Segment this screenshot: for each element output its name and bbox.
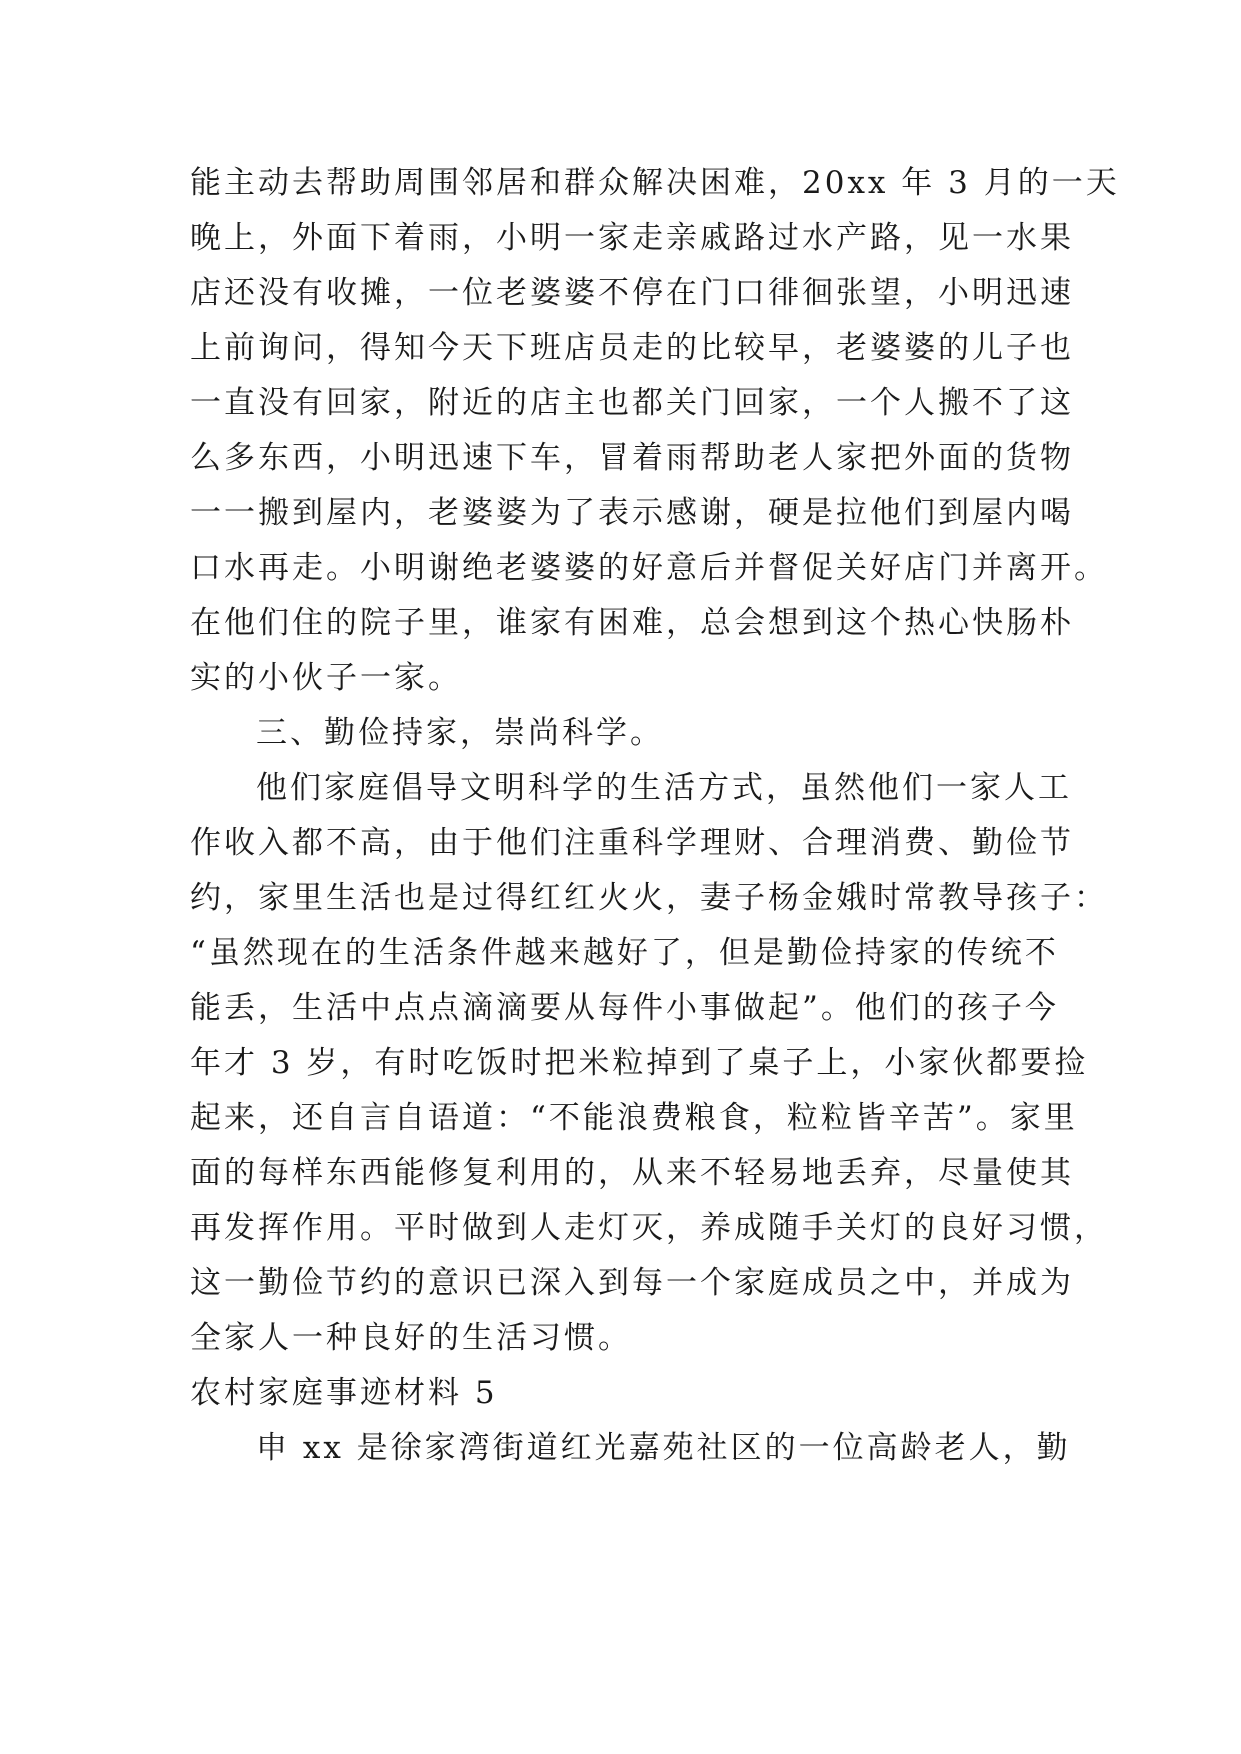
paragraph-line: 上前询问，得知今天下班店员走的比较早，老婆婆的儿子也 — [190, 330, 1074, 366]
paragraph-line: 起来，还自言自语道：“不能浪费粮食，粒粒皆辛苦”。家里 — [190, 1100, 1078, 1136]
paragraph-line: 申 xx 是徐家湾街道红光嘉苑社区的一位高龄老人，勤 — [256, 1430, 1071, 1466]
paragraph-line: 一一搬到屋内，老婆婆为了表示感谢，硬是拉他们到屋内喝 — [190, 495, 1074, 531]
paragraph-line: 么多东西，小明迅速下车，冒着雨帮助老人家把外面的货物 — [190, 440, 1074, 476]
paragraph-line: 在他们住的院子里，谁家有困难，总会想到这个热心快肠朴 — [190, 605, 1074, 641]
paragraph-line: 晚上，外面下着雨，小明一家走亲戚路过水产路，见一水果 — [190, 220, 1074, 256]
section-heading: 三、勤俭持家，崇尚科学。 — [256, 715, 664, 751]
paragraph-line: 全家人一种良好的生活习惯。 — [190, 1320, 632, 1356]
paragraph-line: 这一勤俭节约的意识已深入到每一个家庭成员之中，并成为 — [190, 1265, 1074, 1301]
paragraph-line: 能主动去帮助周围邻居和群众解决困难，20xx 年 3 月的一天 — [190, 165, 1120, 201]
article-title: 农村家庭事迹材料 5 — [190, 1375, 498, 1411]
paragraph-line: 作收入都不高，由于他们注重科学理财、合理消费、勤俭节 — [190, 825, 1074, 861]
paragraph-line: 实的小伙子一家。 — [190, 660, 462, 696]
paragraph-line: 约，家里生活也是过得红红火火，妻子杨金娥时常教导孩子： — [190, 880, 1108, 916]
paragraph-line: 店还没有收摊，一位老婆婆不停在门口徘徊张望，小明迅速 — [190, 275, 1074, 311]
paragraph-line: 再发挥作用。平时做到人走灯灭，养成随手关灯的良好习惯， — [190, 1210, 1108, 1246]
paragraph-line: “虽然现在的生活条件越来越好了，但是勤俭持家的传统不 — [190, 935, 1059, 971]
paragraph-line: 他们家庭倡导文明科学的生活方式，虽然他们一家人工 — [256, 770, 1072, 806]
paragraph-line: 年才 3 岁，有时吃饭时把米粒掉到了桌子上，小家伙都要捡 — [190, 1045, 1089, 1081]
paragraph-line: 面的每样东西能修复利用的，从来不轻易地丢弃，尽量使其 — [190, 1155, 1074, 1191]
paragraph-line: 一直没有回家，附近的店主也都关门回家，一个人搬不了这 — [190, 385, 1074, 421]
paragraph-line: 口水再走。小明谢绝老婆婆的好意后并督促关好店门并离开。 — [190, 550, 1108, 586]
paragraph-line: 能丢，生活中点点滴滴要从每件小事做起”。他们的孩子今 — [190, 990, 1059, 1026]
